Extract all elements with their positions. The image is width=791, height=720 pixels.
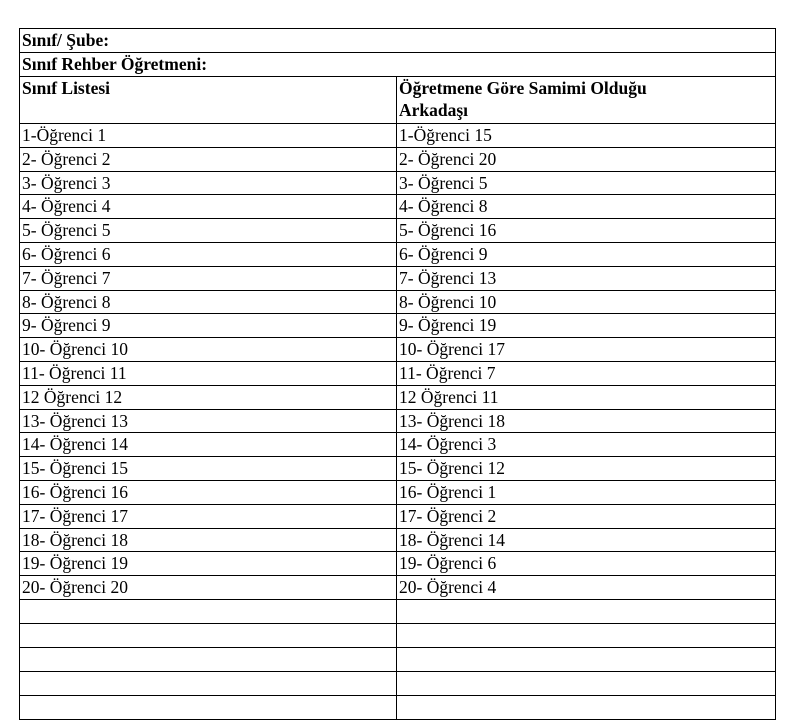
student-name-cell: 1-Öğrenci 1 xyxy=(20,124,397,148)
homeroom-teacher-row xyxy=(20,53,776,77)
close-friend-cell: 18- Öğrenci 14 xyxy=(397,528,776,552)
homeroom-teacher-label: Sınıf Rehber Öğretmeni: xyxy=(20,53,776,77)
table-row xyxy=(20,504,776,528)
table-row xyxy=(20,528,776,552)
close-friend-cell: 9- Öğrenci 19 xyxy=(397,314,776,338)
close-friend-cell: 8- Öğrenci 10 xyxy=(397,290,776,314)
empty-friend-cell xyxy=(397,623,776,647)
empty-table-row xyxy=(20,695,776,719)
close-friend-cell: 19- Öğrenci 6 xyxy=(397,552,776,576)
close-friend-cell: 1-Öğrenci 15 xyxy=(397,124,776,148)
close-friend-cell: 2- Öğrenci 20 xyxy=(397,147,776,171)
student-name-cell: 20- Öğrenci 20 xyxy=(20,576,397,600)
student-name-cell: 13- Öğrenci 13 xyxy=(20,409,397,433)
close-friend-cell: 4- Öğrenci 8 xyxy=(397,195,776,219)
student-name-cell: 19- Öğrenci 19 xyxy=(20,552,397,576)
table-row xyxy=(20,480,776,504)
empty-table-row xyxy=(20,599,776,623)
close-friend-cell: 13- Öğrenci 18 xyxy=(397,409,776,433)
student-name-cell: 4- Öğrenci 4 xyxy=(20,195,397,219)
class-section-row xyxy=(20,29,776,53)
close-friend-cell: 7- Öğrenci 13 xyxy=(397,266,776,290)
student-name-cell: 11- Öğrenci 11 xyxy=(20,361,397,385)
table-row xyxy=(20,361,776,385)
close-friend-cell: 6- Öğrenci 9 xyxy=(397,242,776,266)
empty-student-cell xyxy=(20,647,397,671)
student-name-cell: 3- Öğrenci 3 xyxy=(20,171,397,195)
empty-friend-cell xyxy=(397,599,776,623)
table-row xyxy=(20,290,776,314)
class-list-header: Sınıf Listesi xyxy=(20,77,397,124)
table-row xyxy=(20,409,776,433)
table-row xyxy=(20,124,776,148)
column-header-row xyxy=(20,77,776,124)
student-name-cell: 9- Öğrenci 9 xyxy=(20,314,397,338)
empty-table-row xyxy=(20,623,776,647)
close-friend-cell: 20- Öğrenci 4 xyxy=(397,576,776,600)
close-friend-cell: 12 Öğrenci 11 xyxy=(397,385,776,409)
empty-friend-cell xyxy=(397,647,776,671)
table-row xyxy=(20,219,776,243)
table-row xyxy=(20,195,776,219)
close-friend-header-line2: Arkadaşı xyxy=(399,100,469,120)
student-name-cell: 16- Öğrenci 16 xyxy=(20,480,397,504)
table-row xyxy=(20,314,776,338)
empty-table-row xyxy=(20,647,776,671)
close-friend-cell: 3- Öğrenci 5 xyxy=(397,171,776,195)
form-table-body xyxy=(20,29,776,720)
empty-student-cell xyxy=(20,599,397,623)
close-friend-cell: 15- Öğrenci 12 xyxy=(397,457,776,481)
empty-friend-cell xyxy=(397,671,776,695)
student-name-cell: 17- Öğrenci 17 xyxy=(20,504,397,528)
table-row xyxy=(20,242,776,266)
close-friend-cell: 11- Öğrenci 7 xyxy=(397,361,776,385)
close-friend-header xyxy=(397,77,776,124)
student-name-cell: 8- Öğrenci 8 xyxy=(20,290,397,314)
student-name-cell: 7- Öğrenci 7 xyxy=(20,266,397,290)
empty-student-cell xyxy=(20,671,397,695)
close-friend-cell: 16- Öğrenci 1 xyxy=(397,480,776,504)
student-name-cell: 18- Öğrenci 18 xyxy=(20,528,397,552)
table-row xyxy=(20,576,776,600)
class-friendship-form xyxy=(19,28,776,720)
empty-friend-cell xyxy=(397,695,776,719)
table-row xyxy=(20,457,776,481)
close-friend-header-line1: Öğretmene Göre Samimi Olduğu xyxy=(399,78,647,98)
table-row xyxy=(20,171,776,195)
student-name-cell: 10- Öğrenci 10 xyxy=(20,338,397,362)
student-name-cell: 5- Öğrenci 5 xyxy=(20,219,397,243)
student-name-cell: 12 Öğrenci 12 xyxy=(20,385,397,409)
empty-student-cell xyxy=(20,695,397,719)
student-name-cell: 6- Öğrenci 6 xyxy=(20,242,397,266)
close-friend-cell: 17- Öğrenci 2 xyxy=(397,504,776,528)
table-row xyxy=(20,147,776,171)
close-friend-cell: 5- Öğrenci 16 xyxy=(397,219,776,243)
table-row xyxy=(20,552,776,576)
empty-student-cell xyxy=(20,623,397,647)
close-friend-cell: 10- Öğrenci 17 xyxy=(397,338,776,362)
empty-table-row xyxy=(20,671,776,695)
table-row xyxy=(20,266,776,290)
student-name-cell: 15- Öğrenci 15 xyxy=(20,457,397,481)
class-section-label: Sınıf/ Şube: xyxy=(20,29,776,53)
close-friend-cell: 14- Öğrenci 3 xyxy=(397,433,776,457)
table-row xyxy=(20,385,776,409)
table-row xyxy=(20,338,776,362)
student-name-cell: 2- Öğrenci 2 xyxy=(20,147,397,171)
table-row xyxy=(20,433,776,457)
student-name-cell: 14- Öğrenci 14 xyxy=(20,433,397,457)
